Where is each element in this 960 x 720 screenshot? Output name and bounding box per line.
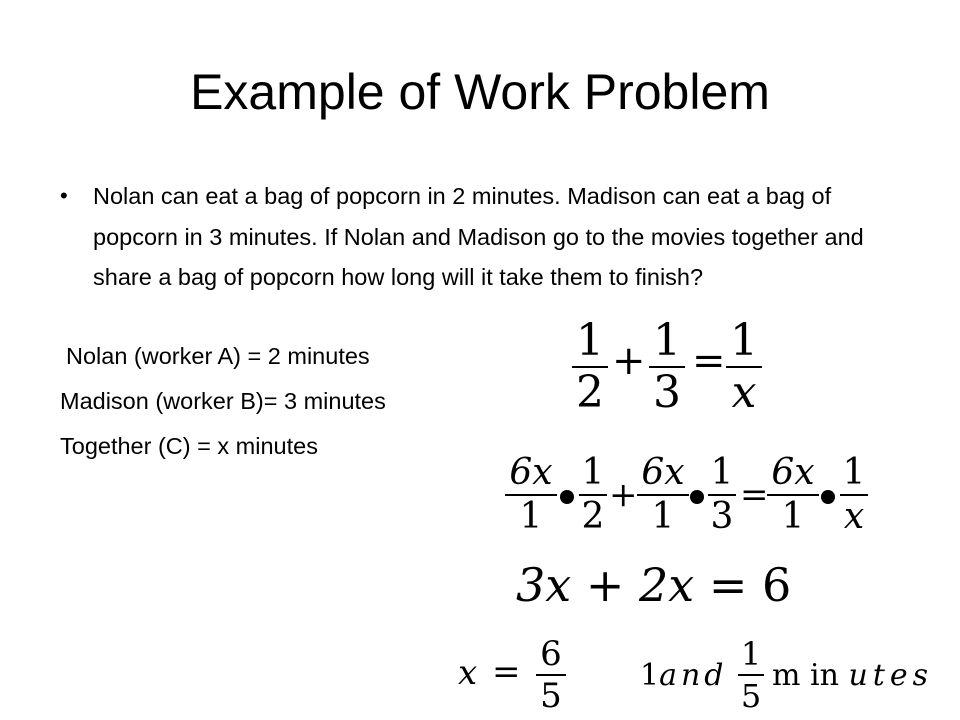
problem-bullet <box>60 176 900 298</box>
given-worker-b: Madison (worker B)= 3 minutes <box>60 388 386 414</box>
eq3-plus: + <box>585 558 625 612</box>
eq2-frac-6: 1 x <box>840 452 868 538</box>
eq4-frac: 6 5 <box>536 634 566 716</box>
given-together: Together (C) = x minutes <box>60 433 318 459</box>
eq4-lhs: x <box>458 653 478 693</box>
given-worker-a: Nolan (worker A) = 2 minutes <box>66 343 370 369</box>
eq2-multiply-dot-2 <box>690 490 704 504</box>
eq2-frac-3: 6x 1 <box>637 452 689 538</box>
eq1-frac-2: 1 3 <box>649 316 685 418</box>
eq3-term-b: 2x <box>639 558 695 612</box>
eq1-plus: + <box>612 338 646 384</box>
eq4-mixed-frac: 1 5 <box>738 634 764 716</box>
eq4-equals: = <box>492 652 521 692</box>
bullet-marker: • <box>60 183 68 208</box>
eq1-equals: = <box>692 338 726 384</box>
eq2-frac-2: 1 2 <box>579 452 607 538</box>
eq1-frac-3: 1 x <box>726 316 762 418</box>
eq2-multiply-dot-3 <box>821 490 835 504</box>
eq2-plus: + <box>609 475 638 515</box>
eq1-frac-1: 1 2 <box>572 316 608 418</box>
eq2-frac-4: 1 3 <box>708 452 736 538</box>
eq2-multiply-dot-1 <box>560 490 574 504</box>
eq2-equals: = <box>740 475 769 515</box>
eq4-mixed-whole: 1and <box>640 658 728 693</box>
eq4-unit: m in utes <box>772 658 933 693</box>
eq3-equals: = <box>708 558 748 612</box>
eq3-rhs: 6 <box>762 558 792 612</box>
eq2-frac-1: 6x 1 <box>505 452 557 538</box>
problem-statement: Nolan can eat a bag of popcorn in 2 minutes. Madison can eat a bag of popcorn in 3 minutes. If Nolan and Madison go to the movies together and share a bag of popcorn how long will it take them to finish? <box>93 183 864 290</box>
slide-title: Example of Work Problem <box>190 64 770 120</box>
eq3-term-a: 3x <box>516 558 572 612</box>
eq2-frac-5: 6x 1 <box>767 452 819 538</box>
equation-3 <box>516 556 791 614</box>
